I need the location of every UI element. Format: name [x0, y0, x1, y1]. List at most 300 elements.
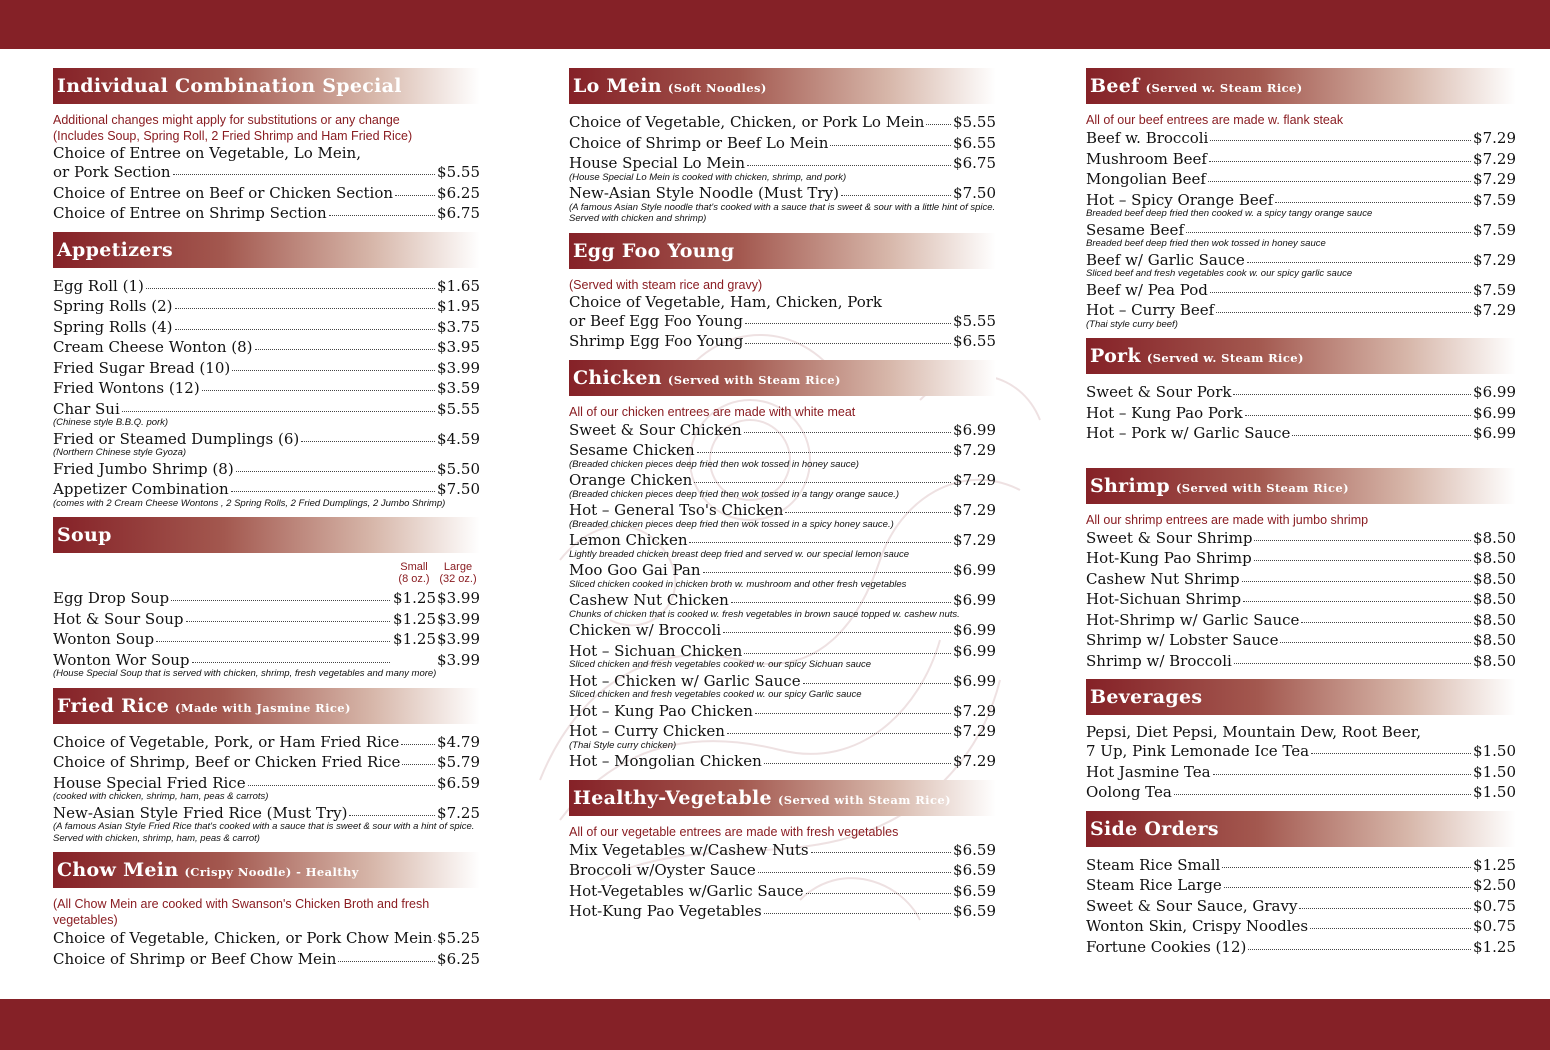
section-subtitle: (Served w. Steam Rice) [1146, 351, 1304, 365]
dot-leader [1292, 421, 1471, 436]
item-name: Beef w/ Garlic Sauce [1086, 250, 1245, 269]
menu-item [53, 358, 480, 379]
dot-leader [1242, 567, 1471, 582]
item-price: $7.29 [1473, 170, 1516, 188]
soup-item-row [53, 629, 480, 650]
fried-rice-section [53, 688, 480, 845]
soup-section [53, 517, 480, 680]
dot-leader [1209, 147, 1471, 162]
menu-item-row [1086, 896, 1516, 917]
dot-leader [255, 335, 436, 350]
item-price: $1.50 [1473, 762, 1516, 781]
menu-item-row [1086, 128, 1516, 149]
dot-leader [689, 528, 951, 543]
item-price: $5.50 [437, 459, 480, 478]
item-name: Beef w/ Pea Pod [1086, 280, 1208, 299]
dot-leader [1243, 587, 1471, 602]
menu-item [1086, 630, 1516, 651]
menu-item-row [53, 429, 480, 450]
appetizers-section [53, 232, 480, 510]
item-price: $6.99 [1473, 424, 1516, 442]
item-name: Shrimp w/ Lobster Sauce [1086, 631, 1279, 649]
menu-item-row [569, 671, 996, 692]
menu-item-row [1086, 569, 1516, 590]
dot-leader [173, 160, 435, 175]
menu-item-row [569, 500, 996, 521]
item-name: Moo Goo Gai Pan [569, 561, 701, 579]
section-title: Chow Mein [57, 859, 179, 881]
menu-item [53, 732, 480, 753]
item-name: Hot-Sichuan Shrimp [1086, 590, 1242, 608]
menu-item [53, 928, 480, 949]
large-price: $3.99 [437, 589, 480, 607]
menu-item [569, 701, 996, 722]
menu-item-row [1086, 250, 1516, 271]
section-subtitle: (Served with Steam Rice) [777, 792, 951, 807]
dot-leader [1301, 608, 1471, 623]
item-name: Hot – Mongolian Chicken [569, 752, 762, 770]
menu-column-3 [1086, 68, 1516, 957]
dot-leader [694, 468, 951, 483]
dot-leader [703, 558, 952, 573]
item-price: $2.50 [1473, 876, 1516, 894]
menu-item-row [53, 399, 480, 420]
item-price: $1.25 [1473, 937, 1516, 956]
item-description: (cooked with chicken, shrimp, ham, peas & carrots) [53, 791, 269, 802]
dot-leader [349, 801, 435, 816]
section-subtitle: (Soft Noodles) [667, 81, 767, 95]
menu-item-row [53, 317, 480, 338]
large-price: $3.99 [437, 630, 480, 648]
menu-item [1086, 855, 1516, 876]
menu-item [569, 133, 996, 154]
menu-item [569, 440, 996, 470]
pork-section [1086, 338, 1516, 444]
item-price: $6.59 [953, 861, 996, 879]
menu-item-row [569, 590, 996, 611]
item-price: $7.29 [1473, 149, 1516, 168]
soup-item [53, 588, 480, 609]
dot-leader [1245, 401, 1471, 416]
dot-leader [175, 315, 436, 330]
menu-item [1086, 300, 1516, 330]
menu-item-row [53, 183, 480, 204]
item-name-line: Pepsi, Diet Pepsi, Mountain Dew, Root Beer, [1086, 723, 1421, 741]
item-price: $0.75 [1473, 896, 1516, 915]
item-price: $7.29 [953, 471, 996, 489]
menu-item-row [569, 112, 996, 133]
menu-item [53, 144, 480, 183]
menu-item-row [569, 331, 996, 352]
section-title: Appetizers [57, 238, 173, 261]
item-name: Shrimp w/ Broccoli [1086, 651, 1232, 670]
menu-item [1086, 782, 1516, 803]
item-name: 7 Up, Pink Lemonade Ice Tea [1086, 742, 1310, 760]
item-price: $7.29 [953, 441, 996, 459]
item-price: $6.59 [953, 881, 996, 900]
item-name: Lemon Chicken [569, 531, 688, 549]
menu-item [1086, 916, 1516, 937]
item-name: Wonton Soup [53, 630, 155, 648]
menu-item [53, 296, 480, 317]
dot-leader [434, 926, 435, 941]
menu-item [1086, 610, 1516, 631]
soup-item [53, 650, 480, 680]
dot-leader [1275, 188, 1471, 203]
menu-item-row [1086, 528, 1516, 549]
dot-leader [232, 356, 435, 371]
menu-item [1086, 937, 1516, 958]
dot-leader [301, 427, 435, 442]
soup-items [53, 588, 480, 680]
dot-leader [395, 181, 435, 196]
menu-item-row [1086, 630, 1516, 651]
item-name: Sweet & Sour Pork [1086, 383, 1232, 401]
menu-item [569, 840, 996, 861]
menu-item-row [53, 928, 480, 949]
soup-large-label: Large [443, 561, 473, 573]
dot-leader [806, 879, 951, 894]
menu-item-row [569, 751, 996, 772]
item-name: Fried Wontons (12) [53, 379, 200, 397]
menu-item-row [1086, 423, 1516, 444]
menu-item [53, 183, 480, 204]
section-header [1086, 338, 1516, 374]
section-note: All our shrimp entrees are made with jumbo shrimp [1086, 512, 1369, 527]
item-name: Hot-Kung Pao Shrimp [1086, 549, 1252, 567]
menu-item-row [1086, 403, 1516, 424]
item-name: Fried or Steamed Dumplings (6) [53, 429, 300, 448]
item-name: Cream Cheese Wonton (8) [53, 338, 253, 356]
section-title: Chicken [573, 366, 662, 389]
menu-item-row [1086, 651, 1516, 672]
soup-small-size: (8 oz.) [398, 573, 430, 585]
dot-leader [811, 838, 951, 853]
menu-item [1086, 403, 1516, 424]
item-name: Fried Jumbo Shrimp (8) [53, 459, 234, 478]
menu-item [1086, 548, 1516, 569]
item-name: Egg Roll (1) [53, 276, 144, 295]
section-title: Beef [1090, 75, 1140, 97]
section-title: Side Orders [1090, 817, 1219, 840]
menu-item [569, 331, 996, 352]
item-name: Hot – Pork w/ Garlic Sauce [1086, 424, 1291, 442]
item-price: $7.59 [1473, 190, 1516, 209]
menu-item [1086, 875, 1516, 896]
item-name: Choice of Shrimp or Beef Lo Mein [569, 133, 829, 152]
menu-item-row [569, 560, 996, 581]
dot-leader [1224, 873, 1471, 888]
menu-item-row [569, 133, 996, 154]
item-price: $6.99 [953, 420, 996, 439]
menu-item-row [1086, 280, 1516, 301]
dot-leader [1247, 248, 1471, 263]
item-price: $7.29 [953, 501, 996, 519]
menu-item [569, 590, 996, 620]
item-price: $1.95 [437, 297, 480, 315]
soup-item [53, 629, 480, 650]
item-description: (Thai style curry beef) [1086, 318, 1178, 330]
menu-item [569, 153, 996, 183]
item-price: $7.29 [1473, 301, 1516, 319]
combo-section [53, 68, 480, 224]
menu-column-2 [569, 68, 996, 922]
item-price: $1.50 [1473, 742, 1516, 760]
menu-item [1086, 169, 1516, 190]
lo-mein-section [569, 68, 996, 225]
item-name: Wonton Skin, Crispy Noodles [1086, 917, 1309, 935]
item-price: $6.55 [953, 332, 996, 350]
menu-item-row [569, 701, 996, 722]
dot-leader [175, 294, 436, 309]
section-title: Lo Mein [573, 75, 662, 97]
menu-item [53, 203, 480, 224]
menu-item-row [1086, 169, 1516, 190]
menu-column-1 [53, 68, 480, 969]
section-note: All of our chicken entrees are made with white meat [569, 404, 856, 419]
item-description: (A famous Asian Style noodle that's cooked with a sauce that is sweet & sour with a little hint of spice. Served with chicken and shrimp) [569, 201, 996, 224]
item-name: Chicken w/ Broccoli [569, 621, 722, 639]
menu-item [1086, 250, 1516, 280]
menu-item-row [53, 276, 480, 297]
item-name: Hot – Sichuan Chicken [569, 641, 743, 660]
menu-item-row [1086, 220, 1516, 241]
item-price: $7.59 [1473, 280, 1516, 299]
menu-item-row [53, 378, 480, 399]
menu-item [53, 773, 480, 803]
soup-size-headers [53, 561, 480, 585]
item-name: Mix Vegetables w/Cashew Nuts [569, 840, 809, 859]
item-description: (Breaded chicken pieces deep fried then wok tossed in a tangy orange sauce.) [569, 488, 900, 500]
item-name: Char Sui [53, 399, 120, 418]
item-name: House Special Lo Mein [569, 154, 746, 172]
dot-leader [1311, 739, 1471, 754]
menu-item [569, 530, 996, 560]
item-price: $1.25 [1473, 855, 1516, 874]
menu-item-row [53, 479, 480, 500]
dot-leader [785, 498, 951, 513]
menu-item [53, 337, 480, 358]
menu-item [1086, 723, 1516, 762]
item-price: $7.29 [953, 722, 996, 740]
item-name: Hot – General Tso's Chicken [569, 501, 784, 519]
section-title: Pork [1090, 345, 1141, 367]
item-name: Steam Rice Small [1086, 855, 1221, 874]
menu-item-row [569, 153, 996, 174]
menu-item [1086, 762, 1516, 783]
dot-leader [745, 329, 951, 344]
dot-leader [764, 749, 951, 764]
item-name: Fried Sugar Bread (10) [53, 358, 231, 377]
section-title: Egg Foo Young [573, 239, 735, 262]
menu-item-row [1086, 741, 1516, 762]
menu-item [569, 112, 996, 133]
item-description: Chunks of chicken that is cooked w. fresh vegetables in brown sauce topped w. cashew nuts. [569, 608, 960, 620]
item-price: $5.25 [437, 929, 480, 947]
item-name: Hot – Spicy Orange Beef [1086, 190, 1274, 209]
item-price: $7.29 [1473, 250, 1516, 269]
section-header [569, 360, 996, 396]
item-description: (A famous Asian Style Fried Rice that's cooked with a sauce that is sweet & sour with a hint of spice. Served with chicken, shrimp, ham, peas & carrot) [53, 821, 475, 844]
item-price: $6.99 [953, 591, 996, 609]
menu-item [53, 378, 480, 399]
dot-leader [1210, 278, 1471, 293]
item-price: $8.50 [1473, 569, 1516, 588]
menu-item-row [569, 420, 996, 441]
item-price: $5.55 [953, 311, 996, 330]
item-description: Breaded beef deep fried then cooked w. a spicy tangy orange sauce [1086, 208, 1373, 219]
soup-item-row [53, 650, 480, 671]
menu-item [53, 752, 480, 773]
menu-item-row [1086, 610, 1516, 631]
section-note: (All Chow Mein are cooked with Swanson's Chicken Broth and fresh vegetables) [53, 897, 430, 927]
item-name: Orange Chicken [569, 471, 693, 489]
item-name: New-Asian Style Fried Rice (Must Try) [53, 803, 348, 822]
item-price: $1.50 [1473, 783, 1516, 801]
menu-item [569, 881, 996, 902]
menu-item [53, 429, 480, 459]
menu-item [569, 183, 996, 225]
item-name: Sweet & Sour Sauce, Gravy [1086, 896, 1298, 915]
item-price: $6.99 [953, 621, 996, 639]
dot-leader [248, 771, 435, 786]
dot-leader [803, 669, 951, 684]
item-price: $4.79 [437, 732, 480, 751]
item-price: $6.25 [437, 183, 480, 202]
dot-leader [1222, 853, 1471, 868]
dot-leader [156, 627, 390, 642]
section-header [569, 233, 996, 269]
soup-item-row [53, 588, 480, 609]
dot-leader [747, 151, 951, 166]
dot-leader [744, 418, 951, 433]
item-name: Appetizer Combination [53, 480, 229, 498]
item-name: Choice of Vegetable, Pork, or Ham Fried Rice [53, 732, 400, 751]
menu-item [53, 949, 480, 970]
item-name: Hot-Shrimp w/ Garlic Sauce [1086, 610, 1300, 629]
menu-item-row [53, 773, 480, 794]
menu-item [53, 803, 480, 845]
menu-item [1086, 382, 1516, 403]
item-name: Choice of Vegetable, Chicken, or Pork Lo Mein [569, 113, 925, 131]
item-price: $8.50 [1473, 651, 1516, 670]
section-title: Fried Rice [57, 694, 170, 717]
item-name-line: Choice of Entree on Vegetable, Lo Mein, [53, 144, 361, 162]
item-price: $7.25 [437, 803, 480, 822]
menu-item [1086, 128, 1516, 149]
item-name-line: Choice of Vegetable, Ham, Chicken, Pork [569, 292, 883, 311]
item-name: Beef w. Broccoli [1086, 129, 1209, 147]
item-name: Choice of Vegetable, Chicken, or Pork Chow Mein [53, 929, 433, 947]
menu-item [53, 479, 480, 509]
item-price: $6.25 [437, 949, 480, 968]
soup-small-label: Small [400, 561, 428, 573]
item-price: $7.50 [953, 184, 996, 202]
section-header [53, 852, 480, 888]
menu-item-row [569, 470, 996, 491]
menu-item-row [569, 721, 996, 742]
menu-item-row [53, 803, 480, 824]
item-name: Hot – Kung Pao Chicken [569, 701, 753, 720]
item-name: Choice of Shrimp, Beef or Chicken Fried Rice [53, 753, 401, 771]
egg-foo-young-section [569, 233, 996, 352]
item-price: $4.59 [437, 429, 480, 448]
item-price: $7.29 [953, 752, 996, 770]
item-price: $6.55 [953, 133, 996, 152]
menu-item-row [53, 949, 480, 970]
item-price: $6.59 [953, 840, 996, 859]
section-header [569, 780, 996, 816]
menu-item [569, 560, 996, 590]
section-header [1086, 468, 1516, 504]
menu-item [569, 620, 996, 641]
dot-leader [1254, 526, 1471, 541]
item-name: Choice of Entree on Shrimp Section [53, 204, 327, 222]
dot-leader [1233, 380, 1471, 395]
item-name: Hot – Curry Chicken [569, 722, 725, 740]
menu-item [569, 500, 996, 530]
item-description: Lightly breaded chicken breast deep fried and served w. our special lemon sauce [569, 548, 910, 560]
item-price: $3.59 [437, 379, 480, 397]
soup-item-row [53, 609, 480, 630]
menu-item-row [53, 358, 480, 379]
dot-leader [146, 274, 435, 289]
menu-item-row [1086, 300, 1516, 321]
menu-item-row [53, 162, 480, 183]
menu-item-row [53, 203, 480, 224]
item-price: $5.55 [437, 163, 480, 181]
section-note: All of our vegetable entrees are made with fresh vegetables [569, 824, 899, 839]
item-price: $5.55 [953, 113, 996, 131]
item-price: $6.75 [953, 154, 996, 172]
section-header: Soup [53, 517, 480, 553]
dot-leader [731, 588, 951, 603]
dot-leader [926, 110, 951, 125]
item-name: Oolong Tea [1086, 783, 1172, 801]
dot-leader [755, 699, 951, 714]
item-description: (comes with 2 Cream Cheese Wontons , 2 Spring Rolls, 2 Fried Dumplings, 2 Jumbo Shrimp) [53, 497, 446, 509]
section-title: Individual Combination Special [57, 75, 402, 97]
item-price: $6.59 [437, 773, 480, 792]
dot-leader [764, 899, 951, 914]
menu-item-row [569, 840, 996, 861]
dot-leader [1174, 780, 1471, 795]
soup-item [53, 609, 480, 630]
section-subtitle: (Served with Steam Rice) [667, 372, 841, 387]
item-description: (Chinese style B.B.Q. pork) [53, 417, 169, 428]
item-name: Cashew Nut Chicken [569, 591, 729, 609]
item-name: Spring Rolls (2) [53, 297, 173, 315]
item-name: Mushroom Beef [1086, 149, 1207, 168]
vegetable-section [569, 780, 996, 922]
menu-item-row [1086, 916, 1516, 937]
menu-item [1086, 423, 1516, 444]
menu-item [569, 293, 996, 332]
section-note: Additional changes might apply for substitutions or any change [53, 113, 400, 127]
section-title: Shrimp [1090, 474, 1170, 497]
menu-item [53, 459, 480, 480]
menu-item [1086, 149, 1516, 170]
item-description: Sliced chicken and fresh vegetables cooked w. our spicy Sichuan sauce [569, 659, 872, 670]
menu-item-row [1086, 149, 1516, 170]
item-description: Sliced beef and fresh vegetables cook w. our spicy garlic sauce [1086, 268, 1353, 279]
menu-item [569, 671, 996, 701]
beverages-section [1086, 679, 1516, 803]
menu-item-row [569, 620, 996, 641]
menu-item [569, 641, 996, 671]
item-name: Sesame Beef [1086, 220, 1184, 239]
menu-item-row [1086, 589, 1516, 610]
